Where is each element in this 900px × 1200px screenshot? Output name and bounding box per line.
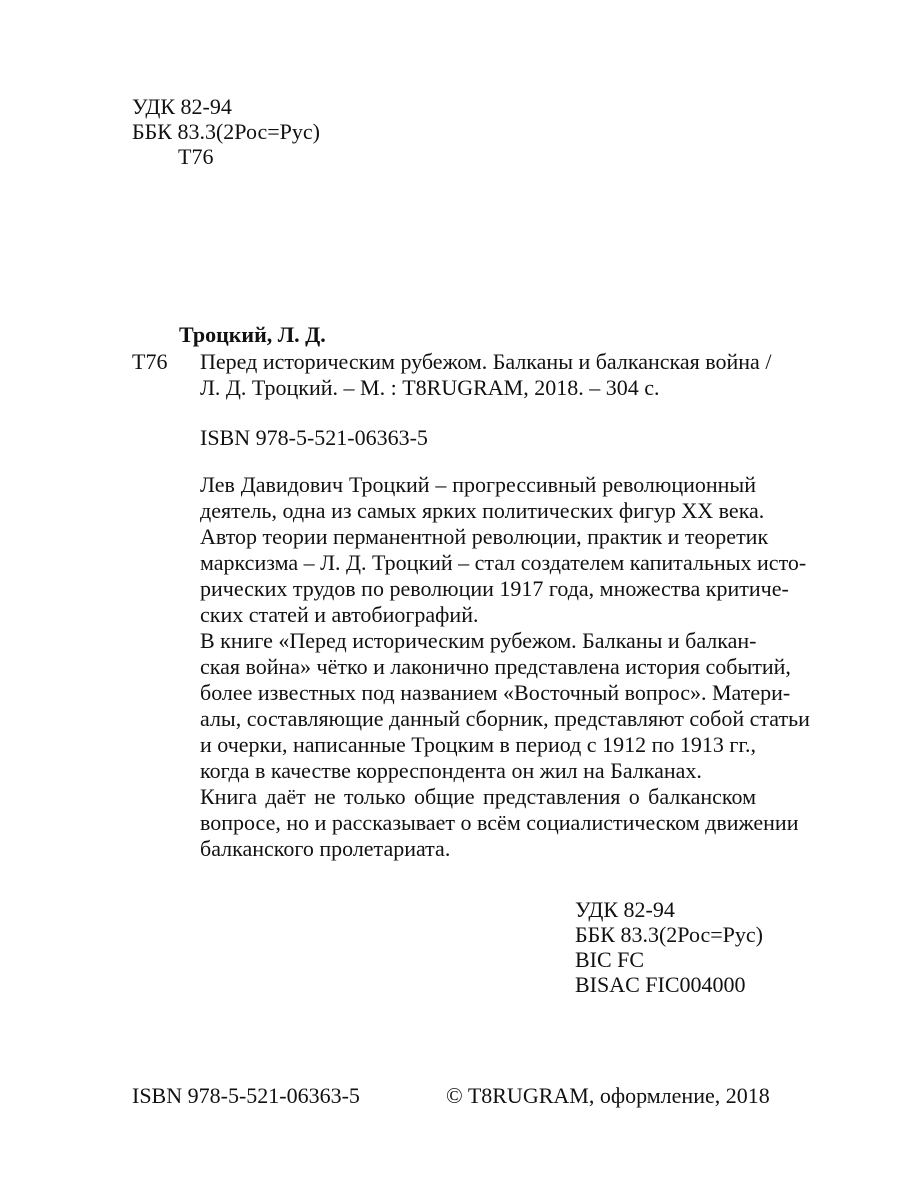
bibliographic-description (200, 349, 772, 401)
annotation-line: более известных под названием «Восточный вопрос». Матери- (200, 680, 791, 705)
annotation-line: деятель, одна из самых ярких политических фигур XX века. (200, 498, 765, 523)
annotation-line: алы, составляющие данный сборник, представляют собой статьи (200, 706, 810, 731)
annotation-line: и очерки, написанные Троцким в период с 1912 по 1913 гг., (200, 732, 756, 757)
annotation-line: марксизма – Л. Д. Троцкий – стал создателем капитальных исто- (200, 550, 807, 575)
annotation (200, 472, 810, 862)
author-mark-top: Т76 (178, 144, 214, 169)
bbk-code-top: ББК 83.3(2Рос=Рус) (132, 119, 320, 144)
bic-code: BIC FC (575, 947, 645, 972)
title-line-2: Л. Д. Троцкий. – М. : T8RUGRAM, 2018. – 304 с. (200, 375, 660, 400)
bisac-code: BISAC FIC004000 (575, 972, 746, 997)
annotation-line: рических трудов по революции 1917 года, множества критиче- (200, 576, 789, 601)
annotation-line: Книга даёт не только общие представления о балканском (200, 784, 756, 809)
annotation-line: В книге «Перед историческим рубежом. Балканы и балкан- (200, 628, 757, 653)
bottom-codes (575, 897, 763, 997)
udk-code-top: УДК 82-94 (132, 94, 232, 119)
author-mark: Т76 (132, 349, 168, 374)
title-line-1: Перед историческим рубежом. Балканы и балканская война / (200, 349, 772, 374)
author-heading: Троцкий, Л. Д. (179, 322, 326, 347)
bbk-code-bottom: ББК 83.3(2Рос=Рус) (575, 922, 763, 947)
udk-code-bottom: УДК 82-94 (575, 897, 675, 922)
footer-isbn: ISBN 978-5-521-06363-5 (132, 1083, 360, 1108)
annotation-line: вопросе, но и рассказывает о всём социалистическом движении (200, 810, 799, 835)
isbn-record: ISBN 978-5-521-06363-5 (200, 425, 428, 450)
annotation-line: когда в качестве корреспондента он жил на Балканах. (200, 758, 702, 783)
footer-copyright: © T8RUGRAM, оформление, 2018 (446, 1083, 770, 1108)
annotation-line: балканского пролетариата. (200, 836, 451, 861)
annotation-line: Лев Давидович Троцкий – прогрессивный революционный (200, 472, 756, 497)
annotation-line: Автор теории перманентной революции, практик и теоретик (200, 524, 769, 549)
annotation-line: ская война» чётко и лаконично представлена история событий, (200, 654, 791, 679)
annotation-line: ских статей и автобиографий. (200, 602, 479, 627)
